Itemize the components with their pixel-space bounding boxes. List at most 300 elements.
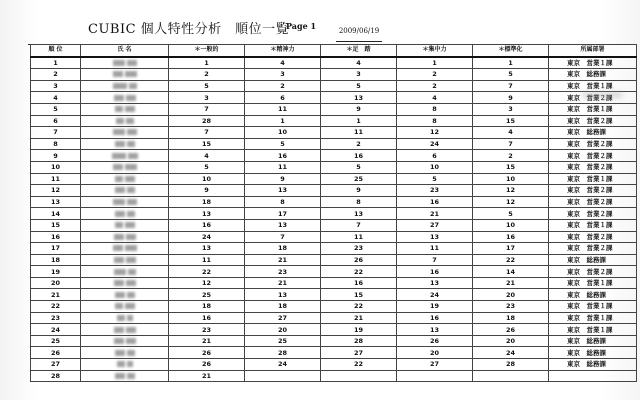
name-cell — [81, 173, 169, 185]
redacted-name — [113, 245, 123, 251]
stance-cell: 13 — [321, 208, 397, 220]
rank-cell: 6 — [31, 115, 81, 127]
mental-cell: 8 — [245, 196, 321, 208]
rank-cell: 3 — [31, 80, 81, 92]
focus-cell: 5 — [397, 173, 473, 185]
mental-cell: 17 — [245, 208, 321, 220]
column-header: ＊標準化 — [473, 45, 549, 57]
stance-cell: 26 — [321, 254, 397, 266]
dept-cell: 東京 総務課 — [549, 69, 637, 81]
table-row — [31, 277, 637, 289]
redacted-name — [126, 95, 136, 101]
standard-cell: 10 — [473, 219, 549, 231]
redacted-name — [115, 141, 125, 147]
redacted-name — [128, 269, 136, 275]
redacted-name — [127, 187, 135, 193]
standard-cell: 23 — [473, 301, 549, 313]
table-row — [31, 231, 637, 243]
table-row — [31, 127, 637, 139]
stance-cell: 9 — [321, 185, 397, 197]
redacted-name — [115, 292, 125, 298]
table-row — [31, 80, 637, 92]
mental-cell: 11 — [245, 103, 321, 115]
dept-cell: 東京 総務課 — [549, 347, 637, 359]
redacted-name — [127, 141, 135, 147]
focus-cell — [397, 370, 473, 382]
rank-cell: 17 — [31, 243, 81, 255]
general-cell: 13 — [169, 243, 245, 255]
dept-cell: 東京 営業２課 — [549, 138, 637, 150]
name-cell — [81, 103, 169, 115]
focus-cell: 19 — [397, 301, 473, 313]
general-cell: 11 — [169, 254, 245, 266]
mental-cell: 23 — [245, 266, 321, 278]
rank-cell: 15 — [31, 219, 81, 231]
focus-cell: 16 — [397, 312, 473, 324]
dept-cell: 東京 営業２課 — [549, 161, 637, 173]
scan-smudge — [582, 92, 622, 98]
focus-cell: 8 — [397, 115, 473, 127]
table-row — [31, 57, 637, 69]
stance-cell: 9 — [321, 103, 397, 115]
redacted-name — [127, 315, 133, 321]
focus-cell: 13 — [397, 231, 473, 243]
name-cell — [81, 289, 169, 301]
general-cell: 16 — [169, 219, 245, 231]
stance-cell: 25 — [321, 173, 397, 185]
table-row — [31, 69, 637, 81]
redacted-name — [115, 106, 123, 112]
name-cell — [81, 335, 169, 347]
redacted-name — [115, 176, 123, 182]
stance-cell: 13 — [321, 92, 397, 104]
name-cell — [81, 231, 169, 243]
general-cell: 25 — [169, 289, 245, 301]
stance-cell: 21 — [321, 312, 397, 324]
mental-cell: 6 — [245, 92, 321, 104]
dept-cell: 東京 営業１課 — [549, 312, 637, 324]
rank-cell: 24 — [31, 324, 81, 336]
general-cell: 12 — [169, 277, 245, 289]
focus-cell: 10 — [397, 161, 473, 173]
rank-cell: 5 — [31, 103, 81, 115]
focus-cell: 8 — [397, 103, 473, 115]
name-cell — [81, 301, 169, 313]
redacted-name — [126, 280, 136, 286]
rank-cell: 13 — [31, 196, 81, 208]
dept-cell: 東京 総務課 — [549, 289, 637, 301]
name-cell — [81, 208, 169, 220]
standard-cell: 28 — [473, 359, 549, 371]
redacted-name — [114, 257, 124, 263]
stance-cell: 1 — [321, 115, 397, 127]
general-cell: 13 — [169, 208, 245, 220]
focus-cell: 16 — [397, 266, 473, 278]
stance-cell: 28 — [321, 335, 397, 347]
mental-cell: 9 — [245, 173, 321, 185]
table-row — [31, 359, 637, 371]
focus-cell: 13 — [397, 277, 473, 289]
general-cell: 18 — [169, 196, 245, 208]
redacted-name — [115, 373, 125, 379]
name-cell — [81, 370, 169, 382]
dept-cell: 東京 総務課 — [549, 359, 637, 371]
focus-cell: 2 — [397, 80, 473, 92]
redacted-name — [125, 176, 135, 182]
table-row — [31, 219, 637, 231]
general-cell: 16 — [169, 312, 245, 324]
column-header: ＊一般的 — [169, 45, 245, 57]
standard-cell: 15 — [473, 161, 549, 173]
focus-cell: 23 — [397, 185, 473, 197]
standard-cell: 20 — [473, 289, 549, 301]
general-cell: 1 — [169, 57, 245, 69]
name-cell — [81, 324, 169, 336]
table-row — [31, 254, 637, 266]
table-header-row — [31, 45, 637, 57]
dept-cell: 東京 営業１課 — [549, 173, 637, 185]
redacted-name — [114, 269, 126, 275]
redacted-name — [127, 292, 135, 298]
dept-cell: 東京 営業１課 — [549, 80, 637, 92]
focus-cell: 6 — [397, 150, 473, 162]
mental-cell: 18 — [245, 301, 321, 313]
table-row — [31, 312, 637, 324]
mental-cell: 13 — [245, 185, 321, 197]
redacted-name — [126, 338, 136, 344]
stance-cell — [321, 370, 397, 382]
report-header — [0, 10, 640, 40]
redacted-name — [125, 245, 137, 251]
dept-cell — [549, 370, 637, 382]
general-cell: 5 — [169, 161, 245, 173]
general-cell: 21 — [169, 370, 245, 382]
focus-cell: 27 — [397, 219, 473, 231]
stance-cell: 23 — [321, 243, 397, 255]
general-cell: 3 — [169, 92, 245, 104]
stance-cell: 16 — [321, 277, 397, 289]
dept-cell: 東京 総務課 — [549, 127, 637, 139]
stance-cell: 8 — [321, 196, 397, 208]
rank-cell: 1 — [31, 57, 81, 69]
standard-cell: 3 — [473, 103, 549, 115]
redacted-name — [115, 303, 123, 309]
rank-cell: 28 — [31, 370, 81, 382]
name-cell — [81, 80, 169, 92]
standard-cell: 22 — [473, 254, 549, 266]
focus-cell: 2 — [397, 69, 473, 81]
focus-cell: 20 — [397, 347, 473, 359]
standard-cell: 5 — [473, 69, 549, 81]
rank-cell: 11 — [31, 173, 81, 185]
redacted-name — [115, 211, 125, 217]
dept-cell: 東京 総務課 — [549, 254, 637, 266]
column-header: 所属部署 — [549, 45, 637, 57]
mental-cell: 13 — [245, 289, 321, 301]
stance-cell: 3 — [321, 69, 397, 81]
report-date: 2009/06/19 — [336, 21, 382, 42]
general-cell: 28 — [169, 115, 245, 127]
table-row — [31, 266, 637, 278]
dept-cell: 東京 総務課 — [549, 335, 637, 347]
standard-cell: 5 — [473, 208, 549, 220]
stance-cell: 19 — [321, 324, 397, 336]
general-cell: 21 — [169, 335, 245, 347]
stance-cell: 7 — [321, 219, 397, 231]
focus-cell: 27 — [397, 359, 473, 371]
mental-cell: 27 — [245, 312, 321, 324]
mental-cell: 2 — [245, 80, 321, 92]
redacted-name — [115, 187, 125, 193]
column-header: 順 位 — [31, 45, 81, 57]
name-cell — [81, 161, 169, 173]
name-cell — [81, 219, 169, 231]
redacted-name — [126, 234, 136, 240]
title-box — [28, 16, 328, 45]
dept-cell: 東京 営業２課 — [549, 92, 637, 104]
table-row — [31, 196, 637, 208]
table-row — [31, 185, 637, 197]
column-header: ＊集中力 — [397, 45, 473, 57]
redacted-name — [117, 361, 125, 367]
mental-cell: 28 — [245, 347, 321, 359]
redacted-name — [125, 106, 135, 112]
redacted-name — [125, 222, 135, 228]
stance-cell: 4 — [321, 57, 397, 69]
name-cell — [81, 359, 169, 371]
redacted-name — [127, 211, 135, 217]
stance-cell: 5 — [321, 80, 397, 92]
redacted-name — [113, 164, 123, 170]
redacted-name — [127, 60, 137, 66]
mental-cell: 5 — [245, 138, 321, 150]
table-row — [31, 103, 637, 115]
redacted-name — [125, 71, 137, 77]
name-cell — [81, 254, 169, 266]
mental-cell: 11 — [245, 161, 321, 173]
redacted-name — [113, 199, 125, 205]
dept-cell: 東京 営業１課 — [549, 219, 637, 231]
standard-cell: 15 — [473, 115, 549, 127]
redacted-name — [114, 327, 124, 333]
rank-cell: 22 — [31, 301, 81, 313]
standard-cell: 17 — [473, 243, 549, 255]
name-cell — [81, 57, 169, 69]
redacted-name — [125, 164, 137, 170]
mental-cell: 20 — [245, 324, 321, 336]
rank-cell: 23 — [31, 312, 81, 324]
rank-cell: 19 — [31, 266, 81, 278]
redacted-name — [115, 350, 125, 356]
dept-cell: 東京 営業１課 — [549, 301, 637, 313]
standard-cell: 7 — [473, 80, 549, 92]
rank-cell: 10 — [31, 161, 81, 173]
redacted-name — [127, 350, 135, 356]
dept-cell: 東京 営業１課 — [549, 103, 637, 115]
standard-cell: 20 — [473, 335, 549, 347]
rank-cell: 21 — [31, 289, 81, 301]
rank-cell: 25 — [31, 335, 81, 347]
table-row — [31, 301, 637, 313]
standard-cell: 18 — [473, 312, 549, 324]
rank-cell: 14 — [31, 208, 81, 220]
dept-cell: 東京 営業１課 — [549, 57, 637, 69]
mental-cell: 3 — [245, 69, 321, 81]
mental-cell: 24 — [245, 359, 321, 371]
table-row — [31, 92, 637, 104]
general-cell: 23 — [169, 324, 245, 336]
standard-cell: 26 — [473, 324, 549, 336]
focus-cell: 4 — [397, 92, 473, 104]
dept-cell: 東京 営業２課 — [549, 196, 637, 208]
stance-cell: 11 — [321, 231, 397, 243]
column-header: ＊精神力 — [245, 45, 321, 57]
focus-cell: 21 — [397, 208, 473, 220]
standard-cell: 7 — [473, 138, 549, 150]
redacted-name — [113, 83, 127, 89]
table-body — [31, 57, 637, 382]
table-row — [31, 370, 637, 382]
focus-cell: 16 — [397, 196, 473, 208]
general-cell: 18 — [169, 301, 245, 313]
stance-cell: 22 — [321, 359, 397, 371]
table-row — [31, 208, 637, 220]
name-cell — [81, 277, 169, 289]
redacted-name — [117, 315, 125, 321]
table-row — [31, 115, 637, 127]
standard-cell: 12 — [473, 196, 549, 208]
general-cell: 10 — [169, 173, 245, 185]
rank-cell: 2 — [31, 69, 81, 81]
report-title: CUBIC 個人特性分析 順位一覧 — [88, 22, 290, 37]
redacted-name — [126, 118, 134, 124]
redacted-name — [127, 129, 137, 135]
general-cell: 26 — [169, 359, 245, 371]
redacted-name — [115, 222, 123, 228]
standard-cell: 16 — [473, 231, 549, 243]
name-cell — [81, 150, 169, 162]
stance-cell: 5 — [321, 161, 397, 173]
redacted-name — [127, 373, 135, 379]
general-cell: 2 — [169, 69, 245, 81]
stance-cell: 11 — [321, 127, 397, 139]
general-cell: 22 — [169, 266, 245, 278]
redacted-name — [114, 95, 124, 101]
standard-cell: 1 — [473, 57, 549, 69]
redacted-name — [112, 153, 126, 159]
mental-cell: 1 — [245, 115, 321, 127]
redacted-name — [114, 338, 124, 344]
rank-cell: 16 — [31, 231, 81, 243]
focus-cell: 26 — [397, 335, 473, 347]
dept-cell: 東京 営業１課 — [549, 324, 637, 336]
redacted-name — [113, 129, 125, 135]
name-cell — [81, 243, 169, 255]
column-header: ＊足 踏 — [321, 45, 397, 57]
mental-cell: 4 — [245, 57, 321, 69]
standard-cell: 2 — [473, 150, 549, 162]
rank-cell: 26 — [31, 347, 81, 359]
standard-cell: 12 — [473, 185, 549, 197]
table-row — [31, 335, 637, 347]
redacted-name — [116, 118, 124, 124]
mental-cell: 21 — [245, 254, 321, 266]
focus-cell: 13 — [397, 324, 473, 336]
mental-cell: 21 — [245, 277, 321, 289]
stance-cell: 16 — [321, 150, 397, 162]
standard-cell: 24 — [473, 347, 549, 359]
name-cell — [81, 138, 169, 150]
focus-cell: 24 — [397, 138, 473, 150]
name-cell — [81, 312, 169, 324]
dept-cell: 東京 営業２課 — [549, 208, 637, 220]
redacted-name — [128, 153, 138, 159]
redacted-name — [126, 257, 136, 263]
rank-cell: 7 — [31, 127, 81, 139]
focus-cell: 12 — [397, 127, 473, 139]
rank-cell: 9 — [31, 150, 81, 162]
name-cell — [81, 185, 169, 197]
ranking-table — [30, 44, 637, 382]
rank-cell: 12 — [31, 185, 81, 197]
general-cell: 5 — [169, 80, 245, 92]
mental-cell: 13 — [245, 219, 321, 231]
redacted-name — [127, 361, 133, 367]
mental-cell: 18 — [245, 243, 321, 255]
dept-cell: 東京 営業２課 — [549, 231, 637, 243]
mental-cell — [245, 370, 321, 382]
table-row — [31, 161, 637, 173]
dept-cell: 東京 営業２課 — [549, 243, 637, 255]
mental-cell: 25 — [245, 335, 321, 347]
dept-cell: 東京 営業２課 — [549, 150, 637, 162]
redacted-name — [113, 71, 123, 77]
name-cell — [81, 92, 169, 104]
general-cell: 15 — [169, 138, 245, 150]
rank-cell: 4 — [31, 92, 81, 104]
mental-cell: 10 — [245, 127, 321, 139]
table-row — [31, 173, 637, 185]
standard-cell: 21 — [473, 277, 549, 289]
table-row — [31, 324, 637, 336]
table-row — [31, 150, 637, 162]
standard-cell: 10 — [473, 173, 549, 185]
general-cell: 24 — [169, 231, 245, 243]
rank-cell: 18 — [31, 254, 81, 266]
table-row — [31, 289, 637, 301]
focus-cell: 24 — [397, 289, 473, 301]
stance-cell: 27 — [321, 347, 397, 359]
name-cell — [81, 347, 169, 359]
rank-cell: 20 — [31, 277, 81, 289]
stance-cell: 15 — [321, 289, 397, 301]
focus-cell: 11 — [397, 243, 473, 255]
stance-cell: 2 — [321, 138, 397, 150]
column-header: 氏 名 — [81, 45, 169, 57]
standard-cell: 9 — [473, 92, 549, 104]
focus-cell: 7 — [397, 254, 473, 266]
name-cell — [81, 127, 169, 139]
general-cell: 7 — [169, 127, 245, 139]
table-row — [31, 243, 637, 255]
general-cell: 4 — [169, 150, 245, 162]
page-number: Page 1 — [286, 21, 317, 31]
name-cell — [81, 115, 169, 127]
redacted-name — [125, 303, 135, 309]
redacted-name — [114, 234, 124, 240]
name-cell — [81, 69, 169, 81]
redacted-name — [114, 280, 124, 286]
